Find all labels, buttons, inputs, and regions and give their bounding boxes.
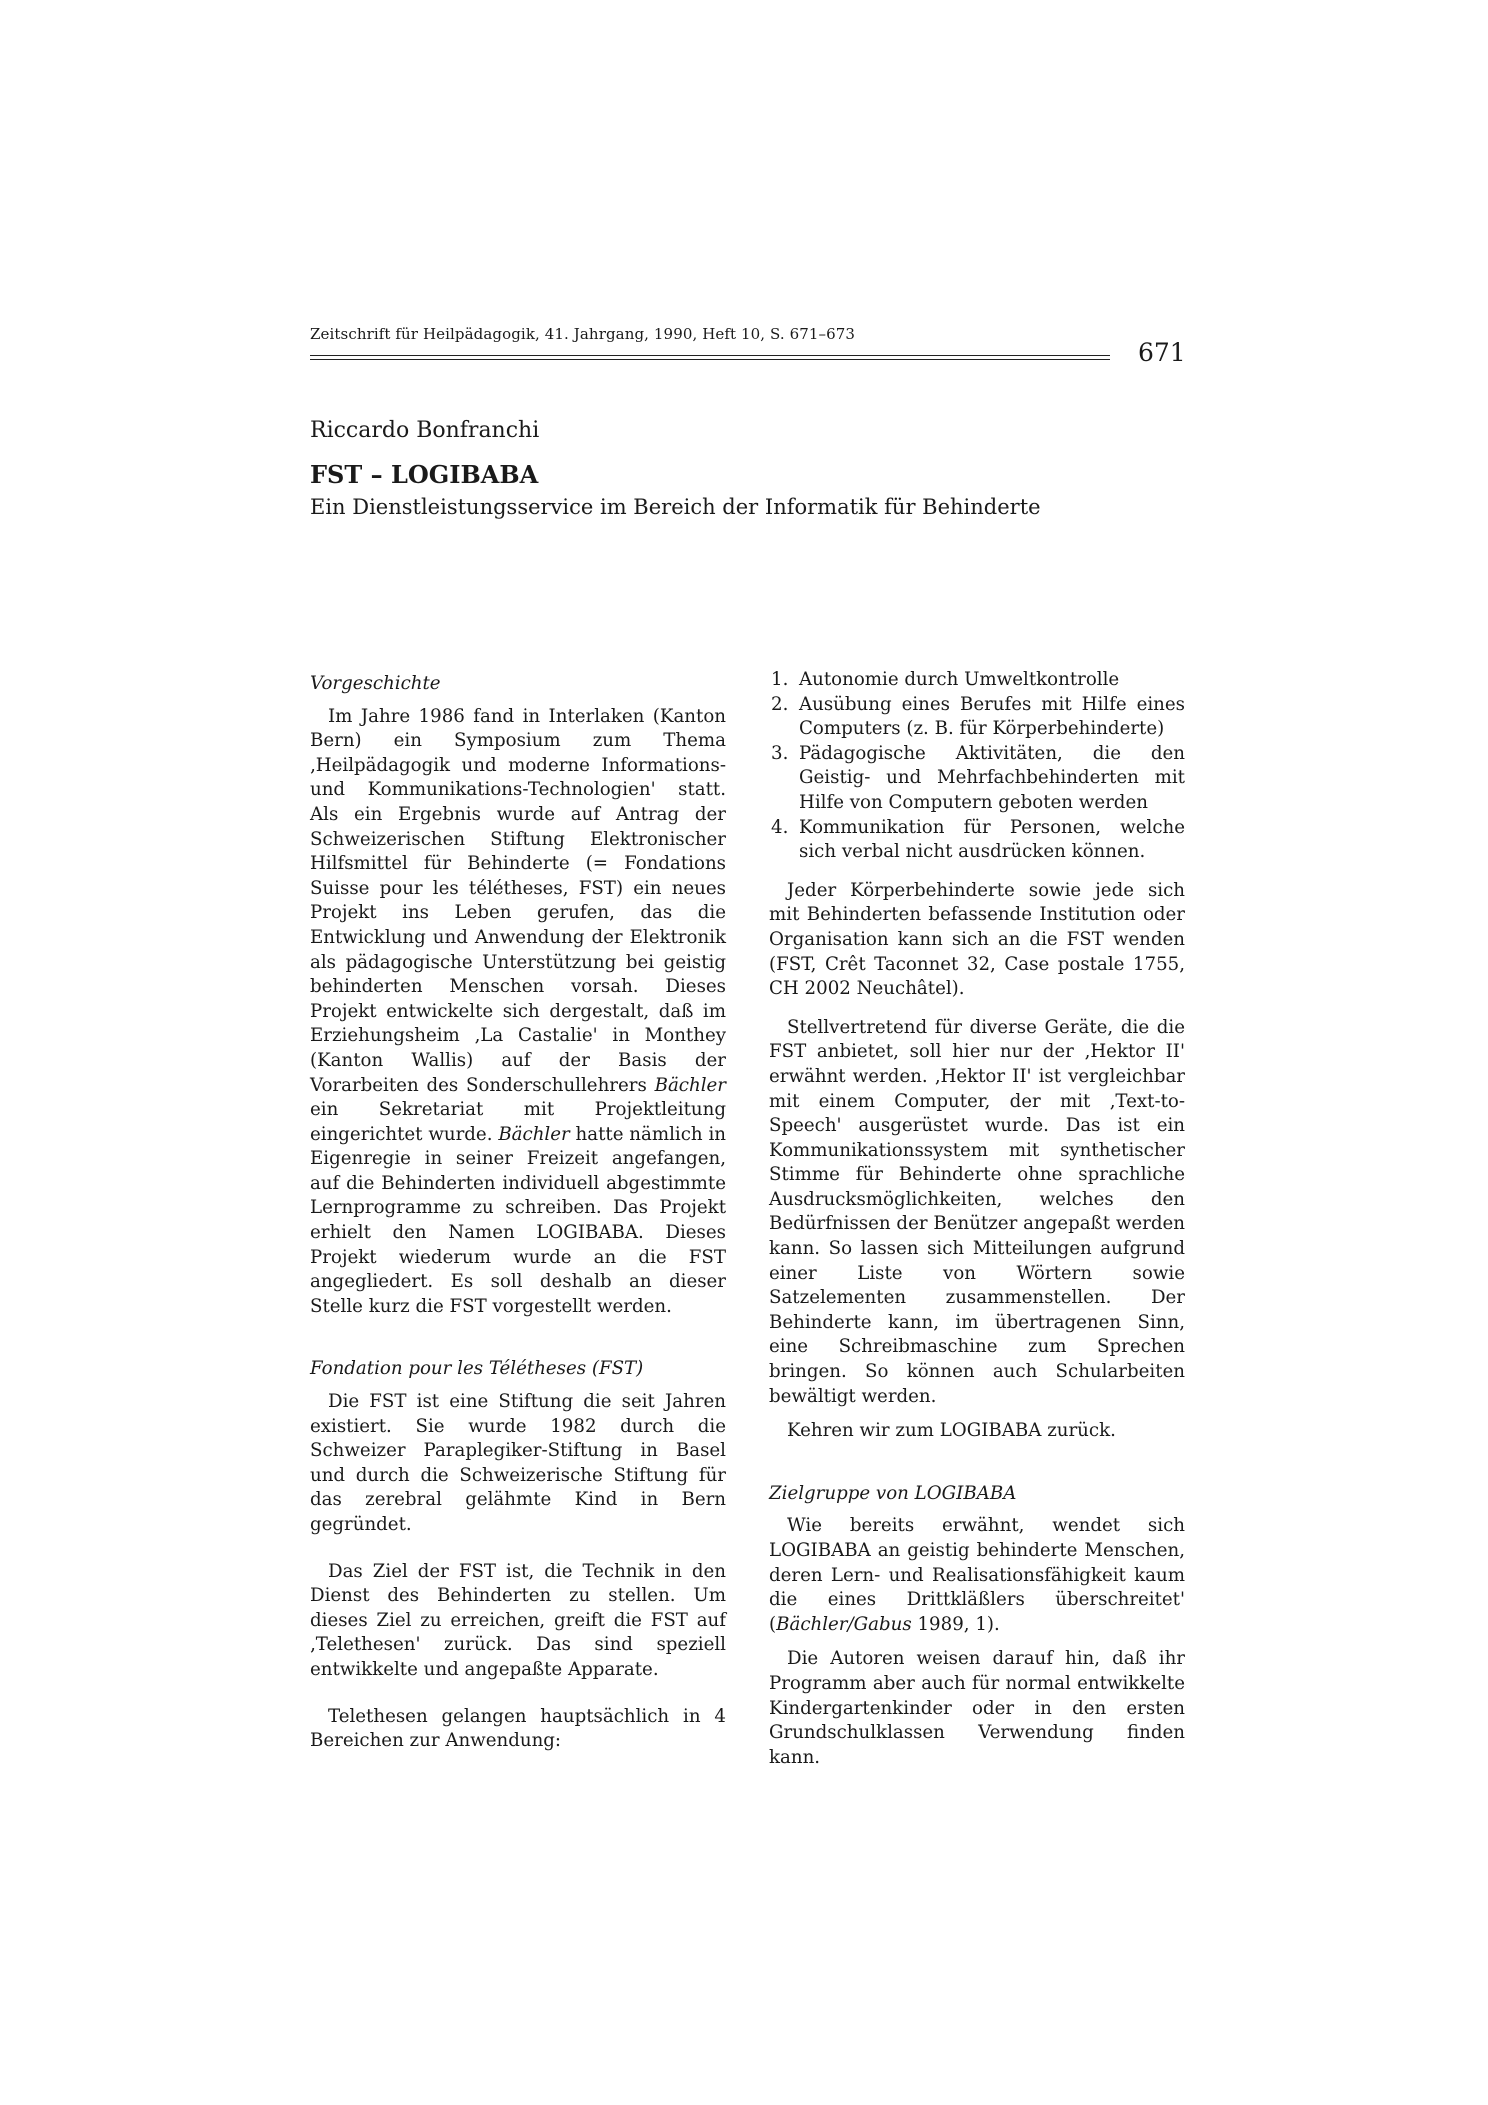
section-heading-fst: Fondation pour les Télétheses (FST) (310, 1358, 644, 1380)
right-column (769, 668, 1185, 1780)
list-item: 2. Ausübung eines Berufes mit Hilfe eines Computers (z. B. für Körperbehinderte) (771, 693, 1185, 740)
article-title: FST – LOGIBABA (310, 460, 539, 489)
paragraph: Jeder Körperbehinderte sowie jede sich mit Behinderten befassende Institution oder Organisation kann sich an die FST wenden (FST, Crêt Taconnet 32, Case postale 1755, CH 2002 Neuchâtel). (769, 879, 1185, 1000)
author-name: Riccardo Bonfranchi (310, 418, 540, 443)
paragraph: Telethesen gelangen hauptsächlich in 4 Bereichen zur Anwendung: (310, 1705, 726, 1752)
article-subtitle: Ein Dienstleistungsservice im Bereich der Informatik für Behinderte (310, 495, 1041, 519)
list-item: 1. Autonomie durch Umweltkontrolle (771, 669, 1120, 690)
left-column (310, 672, 726, 1764)
section-heading-zielgruppe: Zielgruppe von LOGIBABA (769, 1482, 1017, 1504)
paragraph: Kehren wir zum LOGIBABA zurück. (787, 1420, 1116, 1442)
list-item: 3. Pädagogische Aktivitäten, die den Geistig- und Mehrfachbehinderten mit Hilfe von Computern geboten werden (771, 742, 1185, 813)
paragraph: Wie bereits erwähnt, wendet sich LOGIBABA an geistig behinderte Menschen, deren Lern- und Realisationsfähigkeit kaum die eines Drittkläßlers überschreitet' (Bächler/Gabus 1989, 1). (769, 1515, 1185, 1635)
paragraph: Das Ziel der FST ist, die Technik in den Dienst des Behinderten zu stellen. Um dieses Ziel zu erreichen, greift die FST auf ‚Telethesen' zurück. Das sind speziell entwikkelte und angepaßte Apparate. (310, 1560, 726, 1680)
application-areas-list (769, 668, 1185, 865)
paragraph: Im Jahre 1986 fand in Interlaken (Kanton Bern) ein Symposium zum Thema ‚Heilpädagogik und moderne Informations- und Kommunikations-Technologien' statt. Als ein Ergebnis wurde auf Antrag der Schweizerischen Stiftung Elektronischer Hilfsmittel für Behinderte (= Fondations Suisse pour les télétheses, FST) ein neues Projekt ins Leben gerufen, das die Entwicklung und Anwendung der Elektronik als pädagogische Unterstützung bei geistig behinderten Menschen vorsah. Dieses Projekt entwickelte sich dergestalt, daß im Erziehungsheim ‚La Castalie' in Monthey (Kanton Wallis) auf der Basis der Vorarbeiten des Sonderschullehrers Bächler ein Sekretariat mit Projektleitung eingerichtet wurde. Bächler hatte nämlich in Eigenregie in seiner Freizeit angefangen, auf die Behinderten individuell abgestimmte Lernprogramme zu schreiben. Das Projekt erhielt den Namen LOGIBABA. Dieses Projekt wiederum wurde an die FST angegliedert. Es soll deshalb an dieser Stelle kurz die FST vorgestellt werden. (310, 705, 726, 1317)
paragraph: Die FST ist eine Stiftung die seit Jahren existiert. Sie wurde 1982 durch die Schweizer Paraplegiker-Stiftung in Basel und durch die Schweizerische Stiftung für das zerebral gelähmte Kind in Bern gegründet. (310, 1391, 726, 1535)
paragraph: Stellvertretend für diverse Geräte, die die FST anbietet, soll hier nur der ‚Hektor II' erwähnt werden. ‚Hektor II' ist vergleichbar mit einem Computer, der mit ‚Text-to-Speech' ausgerüstet wurde. Das ist ein Kommunikationssystem mit synthetischer Stimme für Behinderte ohne sprachliche Ausdrucksmöglichkeiten, welches den Bedürfnissen der Benützer angepaßt werden kann. So lassen sich Mitteilungen aufgrund einer Liste von Wörtern sowie Satzelementen zusammenstellen. Der Behinderte kann, im übertragenen Sinn, eine Schreibmaschine zum Sprechen bringen. So können auch Schularbeiten bewältigt werden. (769, 1016, 1185, 1407)
journal-reference: Zeitschrift für Heilpädagogik, 41. Jahrgang, 1990, Heft 10, S. 671–673 (310, 325, 856, 343)
header-rule (310, 355, 1110, 360)
page-number: 671 (1138, 338, 1186, 367)
section-heading-vorgeschichte: Vorgeschichte (310, 673, 441, 694)
paragraph: Die Autoren weisen darauf hin, daß ihr Programm aber auch für normal entwikkelte Kindergartenkinder oder in den ersten Grundschulklassen Verwendung finden kann. (769, 1648, 1185, 1768)
list-item: 4. Kommunikation für Personen, welche sich verbal nicht ausdrücken können. (771, 816, 1185, 863)
